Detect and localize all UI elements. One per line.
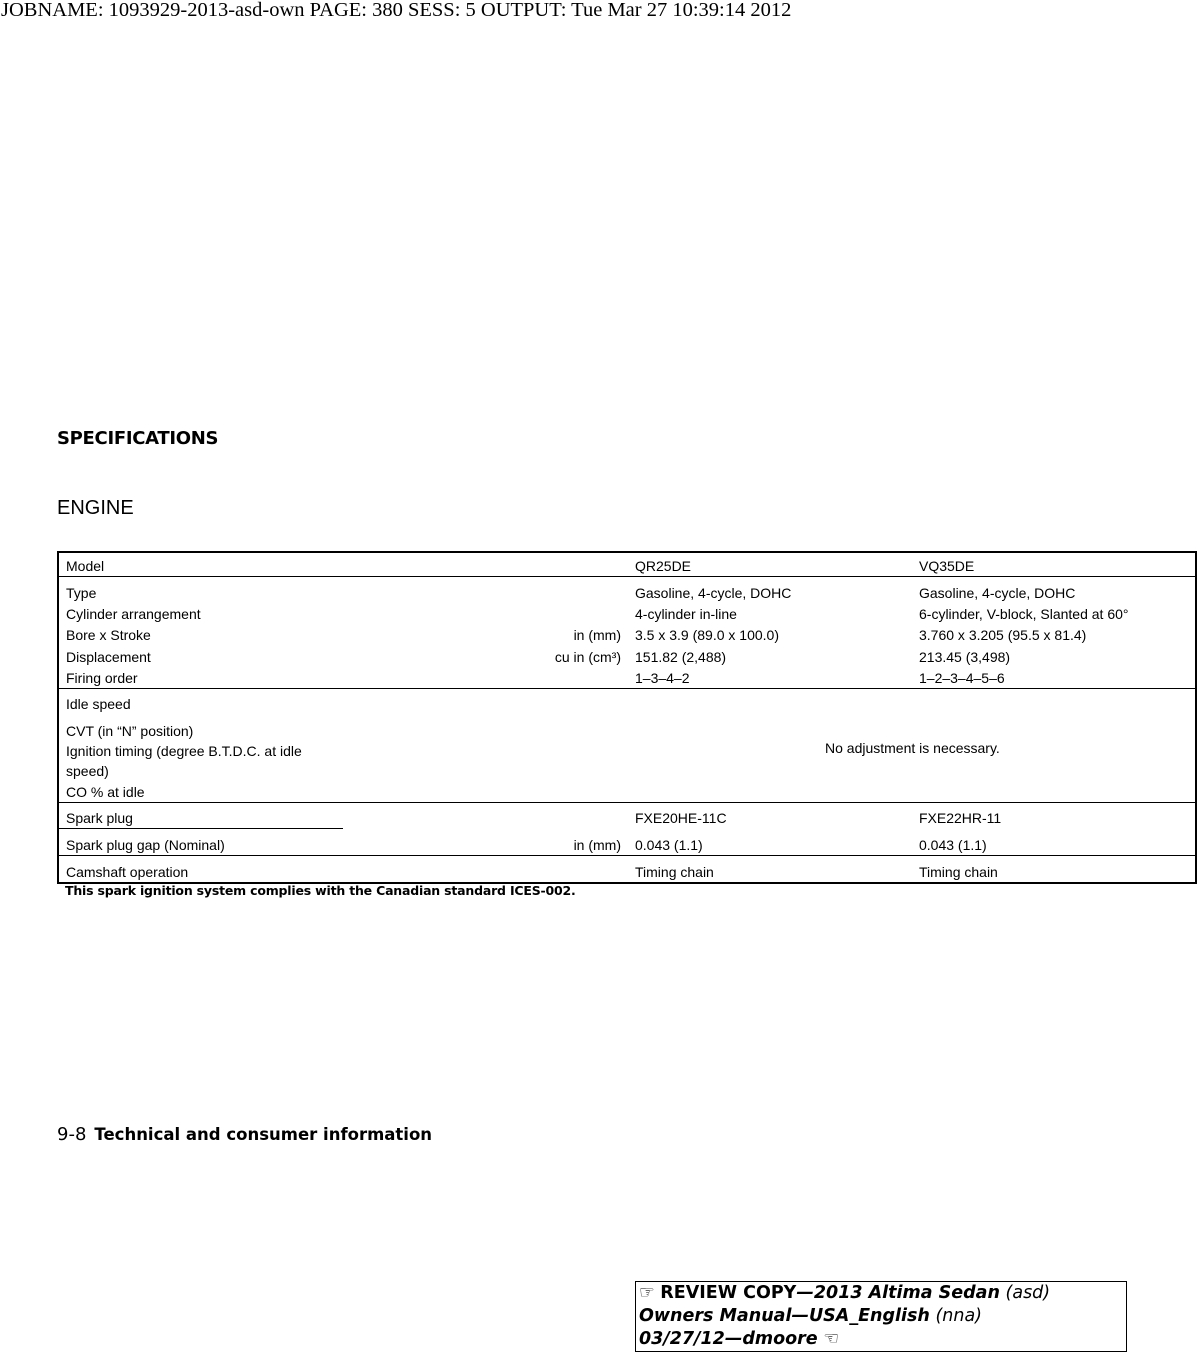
cell-vq-firing: 1–2–3–4–5–6 [919, 670, 1005, 686]
page-footer [57, 1124, 432, 1145]
unit-bore: in (mm) [573, 627, 621, 643]
row-divider [59, 688, 1195, 689]
review-line-3 [639, 1328, 1126, 1351]
page-footer-title: Technical and consumer information [94, 1125, 433, 1144]
row-label-type: Type [66, 585, 97, 601]
cell-qr-firing: 1–3–4–2 [635, 670, 690, 686]
review-model: —2013 Altima Sedan [796, 1283, 1000, 1303]
cell-qr-camshaft: Timing chain [635, 864, 714, 880]
engine-spec-table [57, 551, 1197, 884]
cell-qr-model: QR25DE [635, 558, 692, 574]
cell-qr-displacement: 151.82 (2,488) [635, 649, 727, 665]
review-manual-code: (nna) [929, 1306, 983, 1326]
cell-vq-bore: 3.760 x 3.205 (95.5 x 81.4) [919, 627, 1087, 643]
row-divider [59, 802, 1195, 803]
cell-vq-gap: 0.043 (1.1) [919, 837, 987, 853]
review-copy-box [635, 1281, 1127, 1352]
partial-divider [59, 828, 343, 829]
row-label-bore: Bore x Stroke [66, 627, 151, 643]
row-label-gap: Spark plug gap (Nominal) [66, 837, 225, 853]
row-label-firing: Firing order [66, 670, 138, 686]
cell-qr-cylinder: 4-cylinder in-line [635, 606, 737, 622]
row-label-camshaft: Camshaft operation [66, 864, 189, 880]
review-label: REVIEW COPY [660, 1283, 797, 1303]
unit-displacement: cu in (cm³) [554, 649, 621, 665]
row-label-cvt: CVT (in “N” position) [66, 723, 194, 739]
cell-vq-cylinder: 6-cylinder, V-block, Slanted at 60° [919, 606, 1129, 622]
row-divider [59, 855, 1195, 856]
row-label-spark: Spark plug [66, 810, 133, 826]
review-manual: Owners Manual—USA_English [639, 1306, 930, 1326]
row-divider [59, 576, 1195, 577]
review-model-code: (asd) [999, 1283, 1051, 1303]
page-number: 9-8 [57, 1124, 87, 1145]
job-header: JOBNAME: 1093929-2013-asd-own PAGE: 380 SESS: 5 OUTPUT: Tue Mar 27 10:39:14 2012 [1, 0, 792, 21]
table-footnote: This spark ignition system complies with the Canadian standard ICES-002. [65, 883, 576, 898]
row-label-idle: Idle speed [66, 696, 131, 712]
cell-qr-gap: 0.043 (1.1) [635, 837, 703, 853]
unit-gap: in (mm) [573, 837, 621, 853]
section-title: SPECIFICATIONS [57, 428, 219, 449]
pointing-hand-left-icon: ☜ [823, 1329, 839, 1349]
row-label-ignition-cont: speed) [66, 763, 109, 779]
cell-vq-displacement: 213.45 (3,498) [919, 649, 1011, 665]
cell-vq-model: VQ35DE [919, 558, 975, 574]
pointing-hand-right-icon: ☞ [639, 1283, 655, 1303]
cell-qr-type: Gasoline, 4-cycle, DOHC [635, 585, 792, 601]
cell-vq-type: Gasoline, 4-cycle, DOHC [919, 585, 1076, 601]
review-line-1 [639, 1282, 1126, 1305]
idle-note: No adjustment is necessary. [825, 740, 1000, 756]
review-line-2 [639, 1305, 1126, 1328]
row-label-ignition: Ignition timing (degree B.T.D.C. at idle [66, 743, 302, 759]
cell-vq-camshaft: Timing chain [919, 864, 998, 880]
cell-qr-bore: 3.5 x 3.9 (89.0 x 100.0) [635, 627, 779, 643]
row-label-displacement: Displacement [66, 649, 151, 665]
row-label-model: Model [66, 558, 105, 574]
subsection-title: ENGINE [57, 497, 134, 519]
cell-qr-spark: FXE20HE-11C [635, 810, 727, 826]
row-label-cylinder: Cylinder arrangement [66, 606, 201, 622]
cell-vq-spark: FXE22HR-11 [919, 810, 1002, 826]
row-label-co: CO % at idle [66, 784, 145, 800]
review-date-author: 03/27/12—dmoore [639, 1329, 818, 1349]
